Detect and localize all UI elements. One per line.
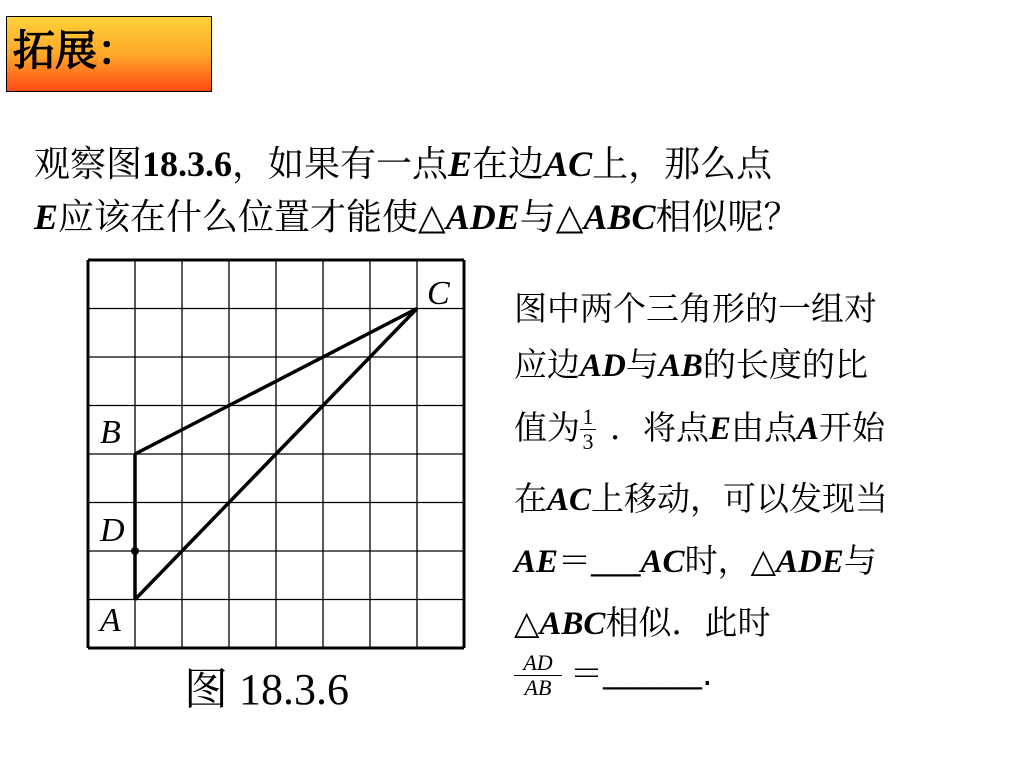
- text-segment: 在: [514, 479, 547, 518]
- fraction-numerator: 1: [582, 404, 594, 429]
- figure-reference: 18.3.6: [142, 144, 233, 184]
- text-segment: 与: [625, 345, 659, 384]
- equals-sign: ＝: [570, 654, 603, 693]
- text-segment: 由点: [731, 408, 798, 447]
- answer-blank-1: ___: [591, 544, 641, 580]
- point-c-label: C: [427, 275, 450, 312]
- fraction-ad-over-ab: [514, 651, 562, 700]
- text-segment: ．将点: [610, 408, 709, 447]
- point-e-label: E: [448, 144, 473, 184]
- fraction-numerator: AD: [523, 650, 553, 675]
- text-segment: 相似呢？: [655, 197, 800, 238]
- segment-ae-label: AE: [514, 544, 559, 580]
- fraction-denominator: 3: [582, 429, 594, 454]
- text-segment: 与△: [519, 197, 584, 238]
- grid-figure: [84, 256, 468, 652]
- point-e-label: E: [709, 411, 732, 447]
- text-segment: 观察图: [34, 144, 143, 185]
- segment-ac-label: AC: [640, 544, 685, 580]
- figure-caption: 图 18.3.6: [184, 665, 349, 714]
- equals-sign: ＝: [558, 541, 592, 580]
- text-segment: △: [514, 603, 540, 642]
- explanation-line-4: [514, 477, 888, 522]
- fraction-one-third: [580, 405, 596, 454]
- text-segment: 开始: [819, 408, 886, 447]
- segment-ab-label: AB: [658, 348, 703, 384]
- section-badge: [6, 16, 212, 92]
- text-segment: 的长度的比: [702, 345, 868, 384]
- explanation-line-6: [514, 601, 770, 646]
- text-segment: .: [702, 654, 713, 693]
- answer-blank-2: ______: [603, 657, 702, 693]
- point-a-label: A: [100, 602, 121, 639]
- triangle-ade-label: ADE: [775, 544, 844, 580]
- text-segment: 应边: [514, 345, 580, 384]
- triangle-abc-label: ABC: [539, 606, 606, 642]
- text-segment: 应该在什么位置才能使△: [58, 197, 446, 238]
- text-segment: 相似．此时: [605, 603, 771, 642]
- explanation-line-3: [514, 405, 885, 454]
- text-segment: 时，△: [684, 541, 776, 580]
- question-line-1: [34, 138, 1024, 191]
- text-segment: 与: [843, 541, 877, 580]
- text-segment: 上，那么点: [592, 144, 773, 185]
- segment-ac-label: AC: [544, 144, 593, 184]
- point-b-label: B: [100, 414, 121, 451]
- fraction-denominator: AB: [524, 675, 552, 700]
- point-d-label: D: [100, 512, 125, 549]
- section-badge-label: 拓展：: [13, 26, 140, 75]
- segment-ad-label: AD: [580, 348, 626, 384]
- point-a-label: A: [797, 411, 820, 447]
- question-text: [34, 138, 1024, 244]
- explanation-line-2: [514, 343, 868, 388]
- triangle-ade-label: ADE: [445, 197, 520, 237]
- text-segment: 在边: [472, 144, 545, 185]
- triangle-abc-label: ABC: [583, 197, 656, 237]
- point-e-label: E: [34, 197, 59, 237]
- point-d-dot: [131, 547, 139, 555]
- segment-ac-label: AC: [547, 482, 592, 518]
- text-segment: 值为: [514, 408, 580, 447]
- text-segment: ，如果有一点: [232, 144, 449, 185]
- text-segment: 上移动，可以发现当: [591, 479, 889, 518]
- explanation-line-7: [514, 651, 713, 700]
- explanation-line-5: [514, 539, 877, 584]
- question-line-2: [34, 191, 1024, 244]
- explanation-line-1: 图中两个三角形的一组对: [514, 289, 877, 328]
